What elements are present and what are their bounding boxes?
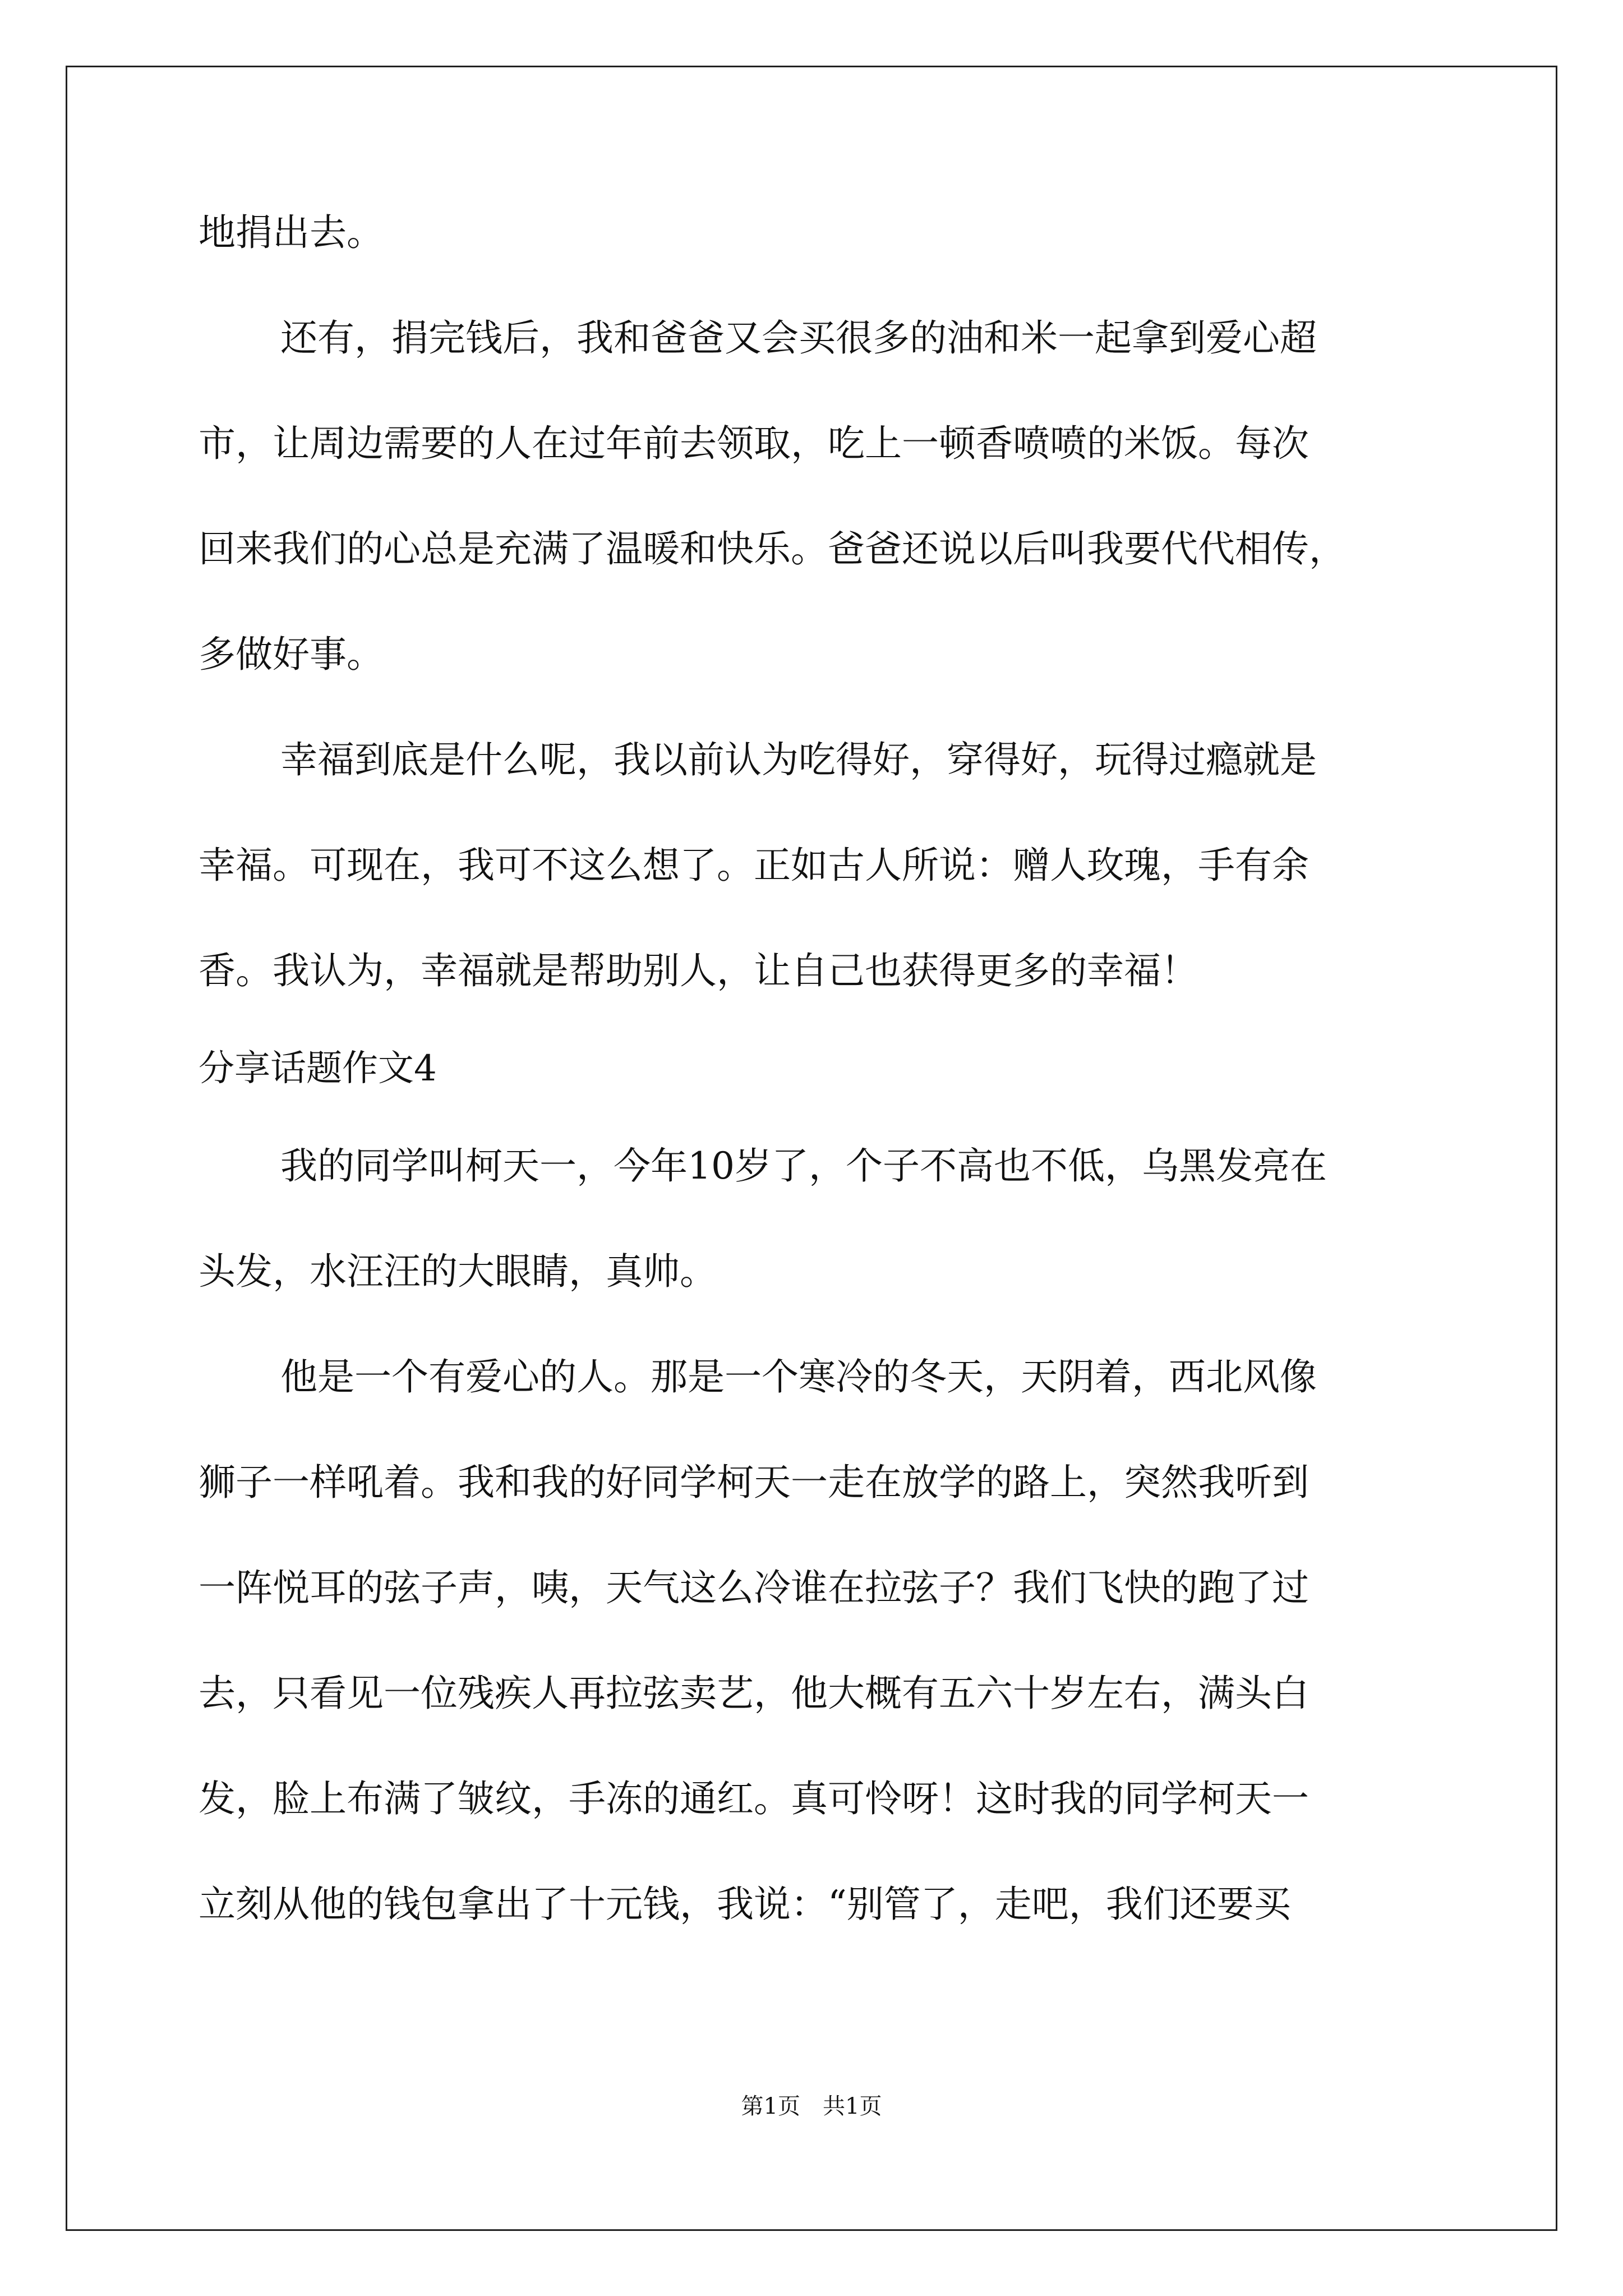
text-line: 狮子一样吼着。我和我的好同学柯天一走在放学的路上，突然我听到 (199, 1461, 1309, 1504)
text-line: 头发，水汪汪的大眼睛，真帅。 (199, 1250, 717, 1293)
paragraph-start-line: 他是一个有爱心的人。那是一个寒冷的冬天，天阴着，西北风像 (280, 1355, 1317, 1398)
text-line: 香。我认为，幸福就是帮助别人，让自己也获得更多的幸福！ (199, 949, 1198, 992)
section-heading: 分享话题作文4 (199, 1048, 437, 1089)
text-line: 立刻从他的钱包拿出了十元钱，我说：“别管了，走吧，我们还要买 (199, 1883, 1291, 1926)
text-line: 去，只看见一位残疾人再拉弦卖艺，他大概有五六十岁左右，满头白 (199, 1672, 1309, 1715)
text-line: 幸福。可现在，我可不这么想了。正如古人所说：赠人玫瑰，手有余 (199, 844, 1309, 887)
paragraph-start-line: 还有，捐完钱后，我和爸爸又会买很多的油和米一起拿到爱心超 (280, 316, 1317, 360)
text-line: 一阵悦耳的弦子声，咦，天气这么冷谁在拉弦子？我们飞快的跑了过 (199, 1566, 1309, 1609)
paragraph-start-line: 我的同学叫柯天一，今年10岁了，个子不高也不低，乌黑发亮在 (280, 1144, 1327, 1188)
text-line: 地捐出去。 (199, 211, 384, 254)
text-line: 回来我们的心总是充满了温暖和快乐。爸爸还说以后叫我要代代相传， (199, 527, 1346, 570)
paragraph-start-line: 幸福到底是什么呢，我以前认为吃得好，穿得好，玩得过瘾就是 (280, 738, 1317, 781)
text-line: 多做好事。 (199, 633, 384, 676)
text-line: 市，让周边需要的人在过年前去领取，吃上一顿香喷喷的米饭。每次 (199, 422, 1309, 465)
page-footer: 第1页 共1页 (741, 2093, 882, 2119)
text-line: 发，脸上布满了皱纹，手冻的通红。真可怜呀！这时我的同学柯天一 (199, 1777, 1309, 1820)
